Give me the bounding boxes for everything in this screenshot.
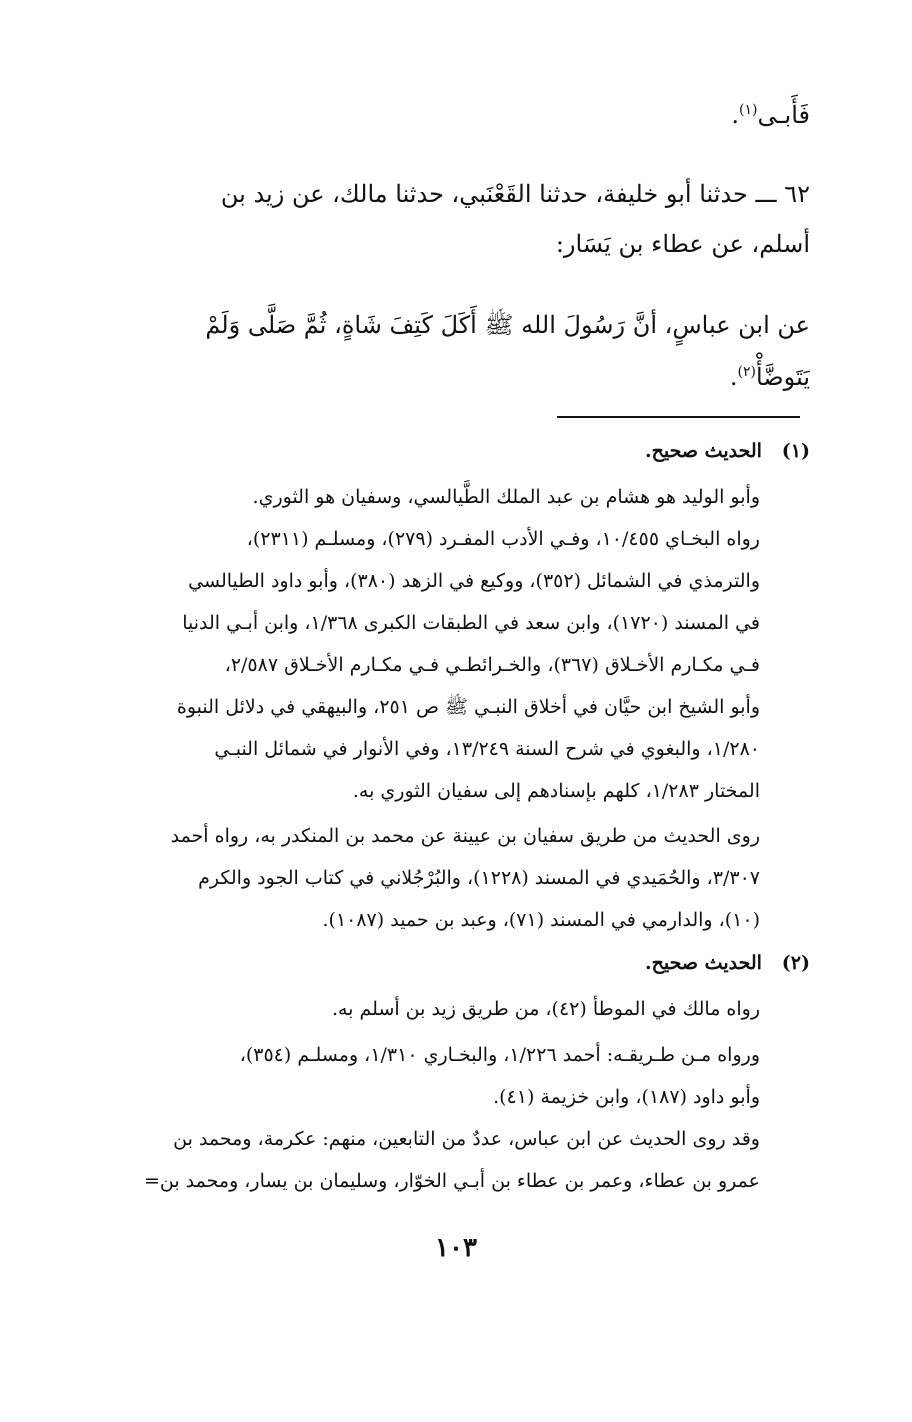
footnote-2-number: (٢) xyxy=(781,952,810,974)
hadith-text-line-2: يَتَوضَّأْ xyxy=(755,363,810,391)
main-text-line-5 xyxy=(70,350,810,394)
footnote-1-line: روى الحديث من طريق سفيان بن عيينة عن محمد بن المنكدر به، رواه أحمد xyxy=(170,825,760,847)
main-text-word: فَأَبـى xyxy=(757,101,810,129)
footnote-2-header xyxy=(70,945,810,981)
footnote-1-line: والترمذي في الشمائل (٣٥٢)، ووكيع في الزهد (٣٨٠)، وأبو داود الطيالسي xyxy=(188,570,760,592)
footnote-2-line: وأبو داود (١٨٧)، وابن خزيمة (٤١). xyxy=(493,1086,760,1108)
period: . xyxy=(729,363,738,391)
footnote-2-line: وقد روى الحديث عن ابن عباس، عددٌ من التابعين، منهم: عكرمة، ومحمد بن xyxy=(173,1128,760,1150)
footnote-1-line: فـي مكـارم الأخـلاق (٣٦٧)، والخـرائطـي فـي مكـارم الأخـلاق ٢/٥٨٧، xyxy=(224,654,760,676)
main-text-line-4 xyxy=(70,303,810,347)
footnote-2-heading: الحديث صحيح. xyxy=(645,952,762,974)
hadith-chain-line-1: ٦٢ ـــ حدثنا أبو خليفة، حدثنا القَعْنَبي، حدثنا مالك، عن زيد بن xyxy=(220,180,810,208)
footnote-2-line: رواه مالك في الموطأ (٤٢)، من طريق زيد بن أسلم به. xyxy=(331,998,760,1020)
footnote-1-line: وأبو الشيخ ابن حيَّان في أخلاق النبـي ﷺ ص ٢٥١، والبيهقي في دلائل النبوة xyxy=(176,696,760,718)
footnote-1-line: ٣/٣٠٧، والحُمَيدي في المسند (١٢٢٨)، والبُرْجُلاني في كتاب الجود والكرم xyxy=(198,867,760,889)
footnote-1-line: (١٠)، والدارمي في المسند (٧١)، وعبد بن حميد (١٠٨٧). xyxy=(322,909,760,931)
period: . xyxy=(731,101,740,129)
footnote-1-heading: الحديث صحيح. xyxy=(645,440,762,462)
footnote-separator xyxy=(557,416,800,418)
footnote-1-header xyxy=(70,433,810,469)
page-number: ١٠٣ xyxy=(435,1233,477,1263)
footnote-1-line: رواه البخـاي ١٠/٤٥٥، وفـي الأدب المفـرد (٢٧٩)، ومسلـم (٢٣١١)، xyxy=(246,528,760,550)
footnote-ref-2: (٢) xyxy=(737,364,756,380)
footnote-1-line: المختار ١/٢٨٣، كلهم بإسنادهم إلى سفيان الثوري به. xyxy=(352,780,760,802)
footnote-1-line: ١/٢٨٠، والبغوي في شرح السنة ١٣/٢٤٩، وفي الأنوار في شمائل النبـي xyxy=(214,738,760,760)
footnote-2-line: ورواه مـن طـريقـه: أحمد ١/٢٢٦، والبخـاري ١/٣١٠، ومسلـم (٣٥٤)، xyxy=(239,1044,760,1066)
footnote-2-line: عمرو بن عطاء، وعمر بن عطاء بن أبـي الخوّار، وسليمان بن يسار، ومحمد بن= xyxy=(143,1170,760,1192)
footnote-1-number: (١) xyxy=(781,440,810,462)
footnote-1-line: وأبو الوليد هو هشام بن عبد الملك الطَّيالسي، وسفيان هو الثوري. xyxy=(252,486,760,508)
hadith-chain-line-2: أسلم، عن عطاء بن يَسَار: xyxy=(555,230,810,258)
footnote-ref-1: (١) xyxy=(739,102,758,118)
hadith-text-line-1: عن ابن عباسٍ، أنَّ رَسُولَ الله ﷺ أَكَلَ كَتِفَ شَاةٍ، ثُمَّ صَلَّى وَلَمْ xyxy=(205,311,810,339)
main-text-line-2 xyxy=(70,172,810,216)
footnote-1-line: في المسند (١٧٢٠)، وابن سعد في الطبقات الكبرى ١/٣٦٨، وابن أبـي الدنيا xyxy=(182,612,760,634)
main-text-line-1 xyxy=(70,88,810,132)
main-text-line-3 xyxy=(70,222,810,266)
